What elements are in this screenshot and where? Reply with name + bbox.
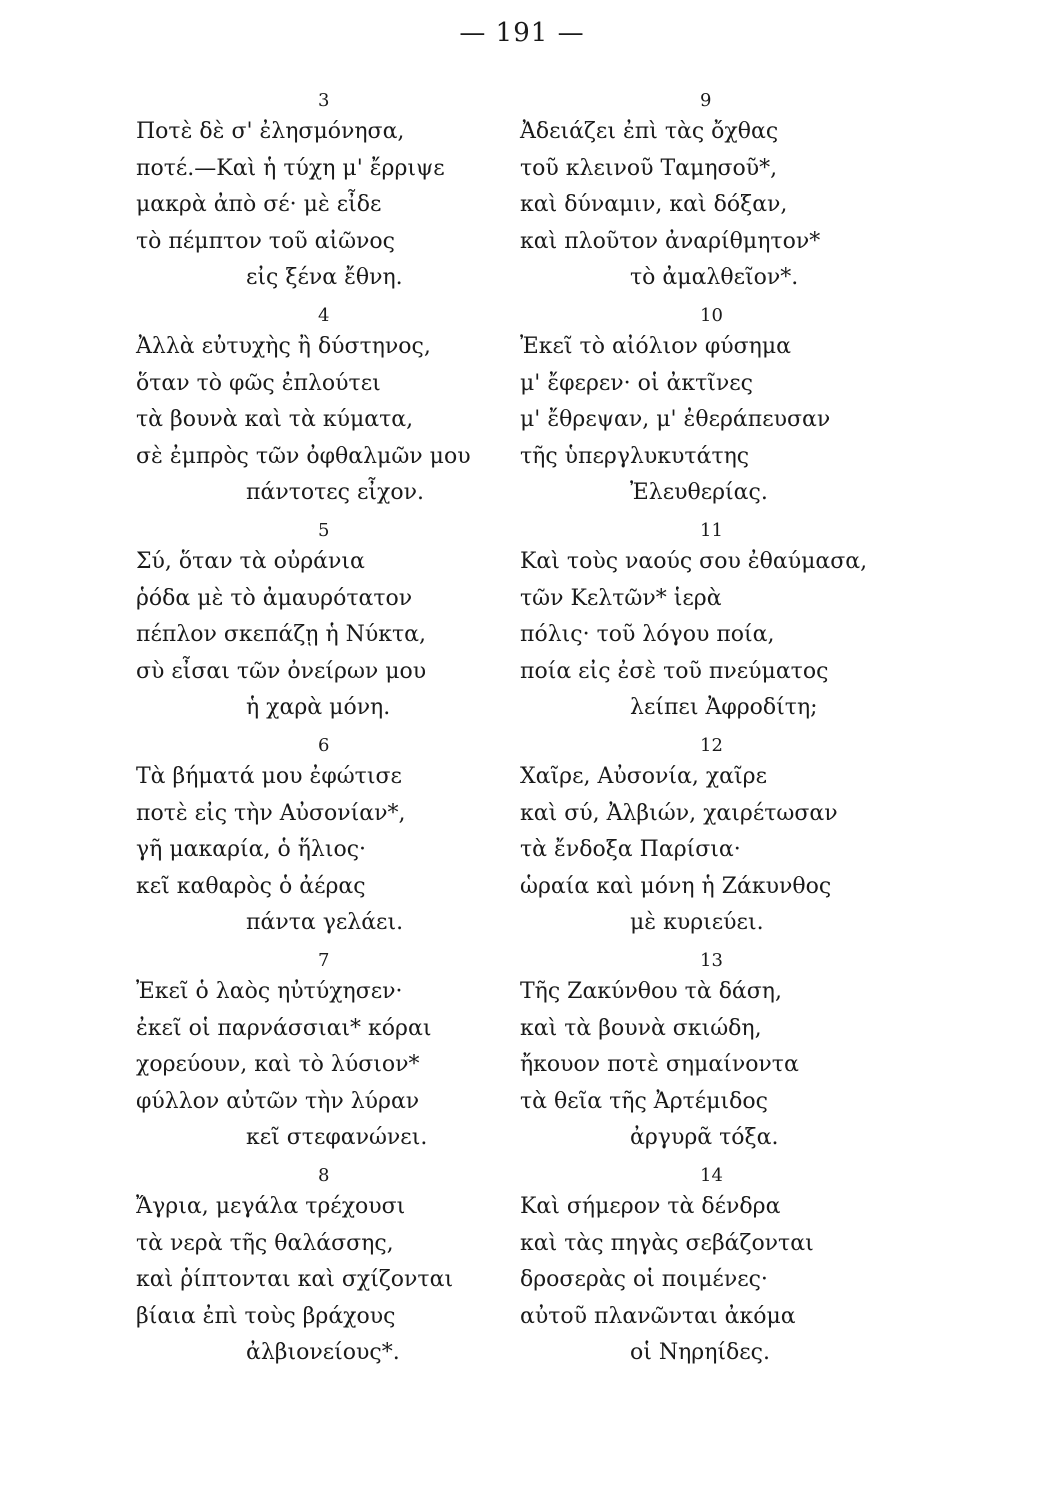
verse-line: ἀργυρᾶ τόξα. [630,1125,779,1150]
stanza [136,948,536,1163]
verse-line: γῆ μακαρία, ὁ ἥλιος· [136,837,367,862]
verse-line: ἤκουον ποτὲ σημαίνοντα [520,1052,799,1077]
verse-line: μ' ἔθρεψαν, μ' ἐθεράπευσαν [520,407,831,432]
verse-line: τὰ ἔνδοξα Παρίσια· [520,837,741,862]
verse-line: τὰ νερὰ τῆς θαλάσσης, [136,1230,394,1256]
verse-line: τοῦ κλεινοῦ Ταμησοῦ*, [520,155,778,181]
verse-line: οἱ Νηρηίδες. [630,1340,770,1365]
verse-line: ποτέ.—Καὶ ἡ τύχη μ' ἔρριψε [136,155,445,181]
verse-line: Ἀλλὰ εὐτυχὴς ἢ δύστηνος, [136,334,431,359]
verse-line: τὸ ἀμαλθεῖον*. [630,265,799,290]
stanza-number: 4 [318,305,330,326]
verse-line: καὶ δύναμιν, καὶ δόξαν, [520,192,788,217]
verse-line: Σύ, ὅταν τὰ οὐράνια [136,549,365,574]
verse-line: βίαια ἐπὶ τοὺς βράχους [136,1303,396,1329]
verse-line: τὸ πέμπτον τοῦ αἰῶνος [136,228,395,254]
verse-line: τὰ βουνὰ καὶ τὰ κύματα, [136,407,414,432]
verse-line: ἡ χαρὰ μόνη. [246,695,391,720]
verse-line: Χαῖρε, Αὐσονία, χαῖρε [520,764,767,789]
verse-line: κεῖ καθαρὸς ὁ ἀέρας [136,873,366,899]
stanza [520,733,920,948]
stanza [520,948,920,1163]
verse-line: καὶ τὰ βουνὰ σκιώδη, [520,1015,762,1041]
verse-line: τῆς ὑπεργλυκυτάτης [520,443,750,469]
stanza [136,1163,536,1378]
stanza [520,1163,920,1378]
verse-line: πάντα γελάει. [246,910,404,935]
verse-line: τῶν Κελτῶν* ἱερὰ [520,585,722,611]
stanza-number: 14 [700,1165,723,1186]
verse-line: μακρὰ ἀπὸ σέ· μὲ εἶδε [136,192,382,217]
verse-line: καὶ ῥίπτονται καὶ σχίζονται [136,1267,454,1292]
verse-line: μ' ἔφερεν· οἱ ἀκτῖνες [520,370,753,396]
right-column [520,88,920,1378]
verse-line: σὺ εἶσαι τῶν ὀνείρων μου [136,658,427,684]
verse-line: Ἄγρια, μεγάλα τρέχουσι [136,1194,406,1219]
stanza-number: 6 [318,735,330,756]
verse-line: καὶ τὰς πηγὰς σεβάζονται [520,1230,814,1256]
verse-line: Ἐκεῖ τὸ αἰόλιον φύσημα [520,334,791,359]
verse-line: σὲ ἐμπρὸς τῶν ὀφθαλμῶν μου [136,443,471,469]
stanza [520,303,920,518]
verse-line: εἰς ξένα ἔθνη. [246,265,403,290]
verse-line: Ἐλευθερίας. [630,480,768,505]
verse-line: ἐκεῖ οἱ παρνάσσιαι* κόραι [136,1015,432,1041]
stanza [136,733,536,948]
verse-line: ἀλβιονείους*. [246,1340,400,1365]
verse-line: ῥόδα μὲ τὸ ἀμαυρότατον [136,585,413,611]
verse-line: Τῆς Ζακύνθου τὰ δάση, [520,979,782,1004]
stanza [520,518,920,733]
stanza-number: 5 [318,520,330,541]
verse-line: φύλλον αὐτῶν τὴν λύραν [136,1088,420,1114]
verse-line: ποτὲ εἰς τὴν Αὐσονίαν*, [136,800,406,826]
verse-line: ὡραία καὶ μόνη ἡ Ζάκυνθος [520,873,832,899]
verse-line: καὶ πλοῦτον ἀναρίθμητον* [520,228,821,254]
stanza-number: 11 [700,520,723,541]
verse-line: μὲ κυριεύει. [630,910,764,935]
stanza [136,303,536,518]
stanza-number: 3 [318,90,330,111]
verse-line: τὰ θεῖα τῆς Ἀρτέμιδος [520,1088,768,1114]
stanza [136,518,536,733]
verse-line: Καὶ σήμερον τὰ δένδρα [520,1194,781,1219]
verse-line: κεῖ στεφανώνει. [246,1125,428,1150]
stanza [136,88,536,303]
stanza [520,88,920,303]
verse-line: δροσερὰς οἱ ποιμένες· [520,1267,768,1292]
verse-line: ὅταν τὸ φῶς ἐπλούτει [136,370,381,396]
verse-line: καὶ σύ, Ἀλβιών, χαιρέτωσαν [520,800,838,826]
verse-line: Ἐκεῖ ὁ λαὸς ηὐτύχησεν· [136,979,403,1004]
verse-line: Ποτὲ δὲ σ' ἐλησμόνησα, [136,119,405,144]
verse-line: πέπλον σκεπάζῃ ἡ Νύκτα, [136,622,427,647]
stanza-number: 9 [700,90,712,111]
stanza-number: 13 [700,950,723,971]
stanza-number: 7 [318,950,330,971]
verse-line: Τὰ βήματά μου ἐφώτισε [136,764,402,789]
verse-line: Ἀδειάζει ἐπὶ τὰς ὄχθας [520,119,779,144]
verse-line: πόλις· τοῦ λόγου ποία, [520,622,775,647]
verse-line: πάντοτες εἶχον. [246,480,424,505]
stanza-number: 10 [700,305,723,326]
verse-line: λείπει Ἀφροδίτη; [630,695,818,720]
verse-line: ποία εἰς ἐσὲ τοῦ πνεύματος [520,658,829,684]
page-number: — 191 — [459,18,585,48]
left-column [136,88,536,1378]
stanza-number: 12 [700,735,723,756]
verse-line: Καὶ τοὺς ναούς σου ἐθαύμασα, [520,549,868,574]
verse-line: χορεύουν, καὶ τὸ λύσιον* [136,1052,420,1077]
verse-line: αὐτοῦ πλανῶνται ἀκόμα [520,1303,796,1329]
stanza-number: 8 [318,1165,330,1186]
